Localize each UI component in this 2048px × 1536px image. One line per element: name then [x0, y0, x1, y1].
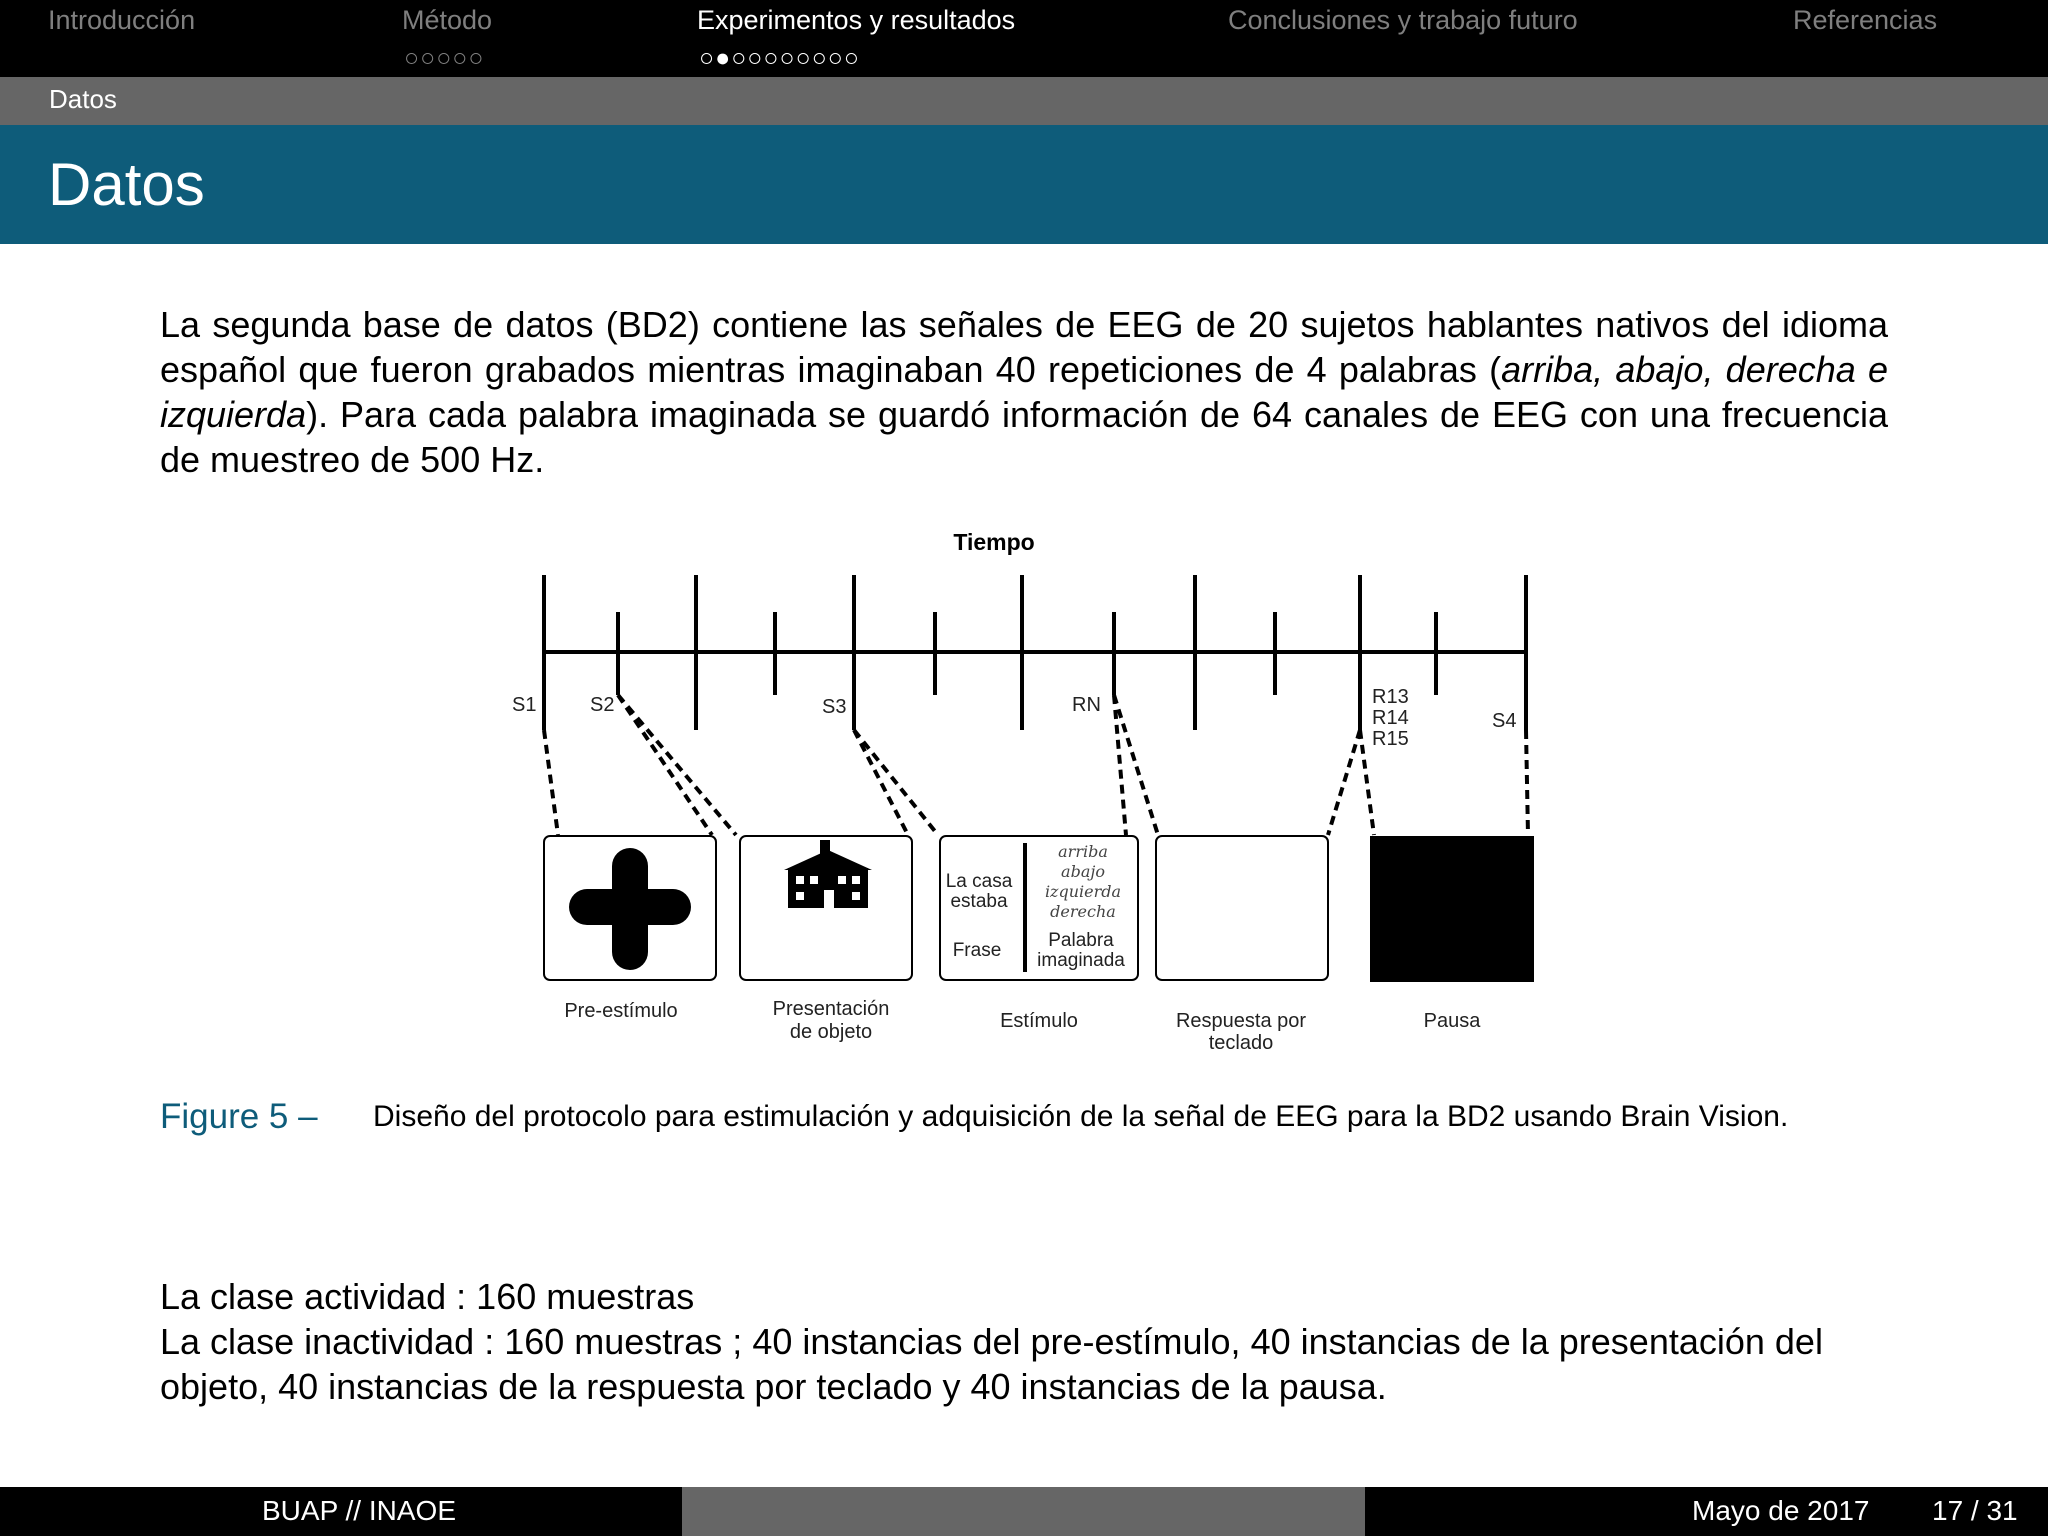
footer-bar	[0, 1487, 2048, 1536]
stimulus-box	[940, 836, 1138, 980]
nav-section-introduccion[interactable]: Introducción	[48, 5, 196, 35]
activity-class-line: La clase actividad : 160 muestras	[160, 1276, 695, 1317]
label-respuesta-line-1: Respuesta por	[1175, 1010, 1307, 1032]
nav-section-conclusiones[interactable]: Conclusiones y trabajo futuro	[1228, 5, 1578, 35]
marker-s4: S4	[1492, 710, 1517, 732]
nav-section-experimentos[interactable]: Experimentos y resultados	[697, 5, 1016, 35]
label-respuesta-line-2: teclado	[1208, 1032, 1274, 1054]
marker-r13: R13	[1372, 686, 1409, 708]
marker-s1: S1	[512, 694, 537, 716]
stimulus-word-arriba: arriba	[1058, 842, 1108, 861]
intro-text-1: La segunda base de datos (BD2) contiene las señales de EEG de 20 sujetos hablantes nativos del idioma español que fueron grabados mientras imaginaban 40 repeticiones de 4 palabras (	[160, 304, 1888, 390]
subsection-title: Datos	[49, 84, 117, 114]
object-presentation-box	[740, 836, 912, 980]
inactivity-class-line: La clase inactividad : 160 muestras ; 40 instancias del pre-estímulo, 40 instancias de la presentación del objeto, 40 instancias de la respuesta por teclado y 40 instancias de la pausa.	[160, 1321, 1823, 1407]
intro-paragraph	[160, 302, 1888, 482]
stimulus-word-izquierda: izquierda	[1044, 882, 1122, 901]
marker-s3: S3	[822, 696, 847, 718]
footer-center-panel	[682, 1487, 1365, 1536]
pause-box	[1370, 836, 1534, 982]
marker-r15: R15	[1372, 728, 1409, 750]
subsection-bar	[0, 77, 2048, 125]
stimulus-word-label-1: Palabra	[1048, 930, 1114, 951]
label-presentacion-line-1: Presentación	[772, 998, 890, 1020]
nav-section-referencias[interactable]: Referencias	[1793, 5, 1938, 35]
marker-s2: S2	[590, 694, 615, 716]
label-estimulo: Estímulo	[1000, 1010, 1078, 1032]
nav-section-metodo[interactable]: Método	[402, 5, 493, 35]
marker-r14: R14	[1372, 707, 1409, 729]
label-pre-estimulo: Pre-estímulo	[564, 1000, 678, 1022]
footer-left-panel	[0, 1487, 682, 1536]
stimulus-word-label-2: imaginada	[1037, 950, 1125, 971]
label-pausa: Pausa	[1423, 1010, 1481, 1032]
footer-date: Mayo de 2017	[1692, 1495, 1870, 1526]
marker-rn: RN	[1072, 694, 1101, 716]
diagram-time-label: Tiempo	[953, 529, 1035, 555]
footer-page-number: 17 / 31	[1932, 1495, 2018, 1526]
stimulus-word-abajo: abajo	[1061, 862, 1105, 881]
stimulus-word-derecha: derecha	[1050, 902, 1116, 921]
label-presentacion-line-2: de objeto	[789, 1021, 873, 1043]
frame-title-bar	[0, 125, 2048, 244]
stimulus-phrase-line-2: estaba	[950, 891, 1008, 912]
pre-stimulus-box	[544, 836, 716, 980]
protocol-diagram	[504, 520, 1544, 1060]
keyboard-response-box	[1156, 836, 1328, 980]
figure-caption-text: Diseño del protocolo para estimulación y adquisición de la señal de EEG para la BD2 usando Brain Vision.	[373, 1100, 1789, 1133]
figure-label: Figure 5 –	[160, 1097, 318, 1136]
footer-institution: BUAP // INAOE	[262, 1495, 456, 1526]
nav-dots-experimentos[interactable]: ○●○○○○○○○○	[699, 44, 861, 72]
frame-title: Datos	[48, 151, 205, 218]
nav-dots-metodo[interactable]: ○○○○○	[404, 44, 485, 72]
stimulus-phrase-line-1: La casa	[945, 871, 1013, 892]
footer-right-panel	[1365, 1487, 2048, 1536]
intro-text-2: ). Para cada palabra imaginada se guardó información de 64 canales de EEG con una frecuencia de muestreo de 500 Hz.	[160, 394, 1888, 480]
stimulus-phrase-label: Frase	[952, 940, 1002, 961]
section-navigation-bar	[0, 0, 2048, 77]
intro-words-italic: arriba, abajo, derecha e izquierda	[160, 349, 1888, 435]
